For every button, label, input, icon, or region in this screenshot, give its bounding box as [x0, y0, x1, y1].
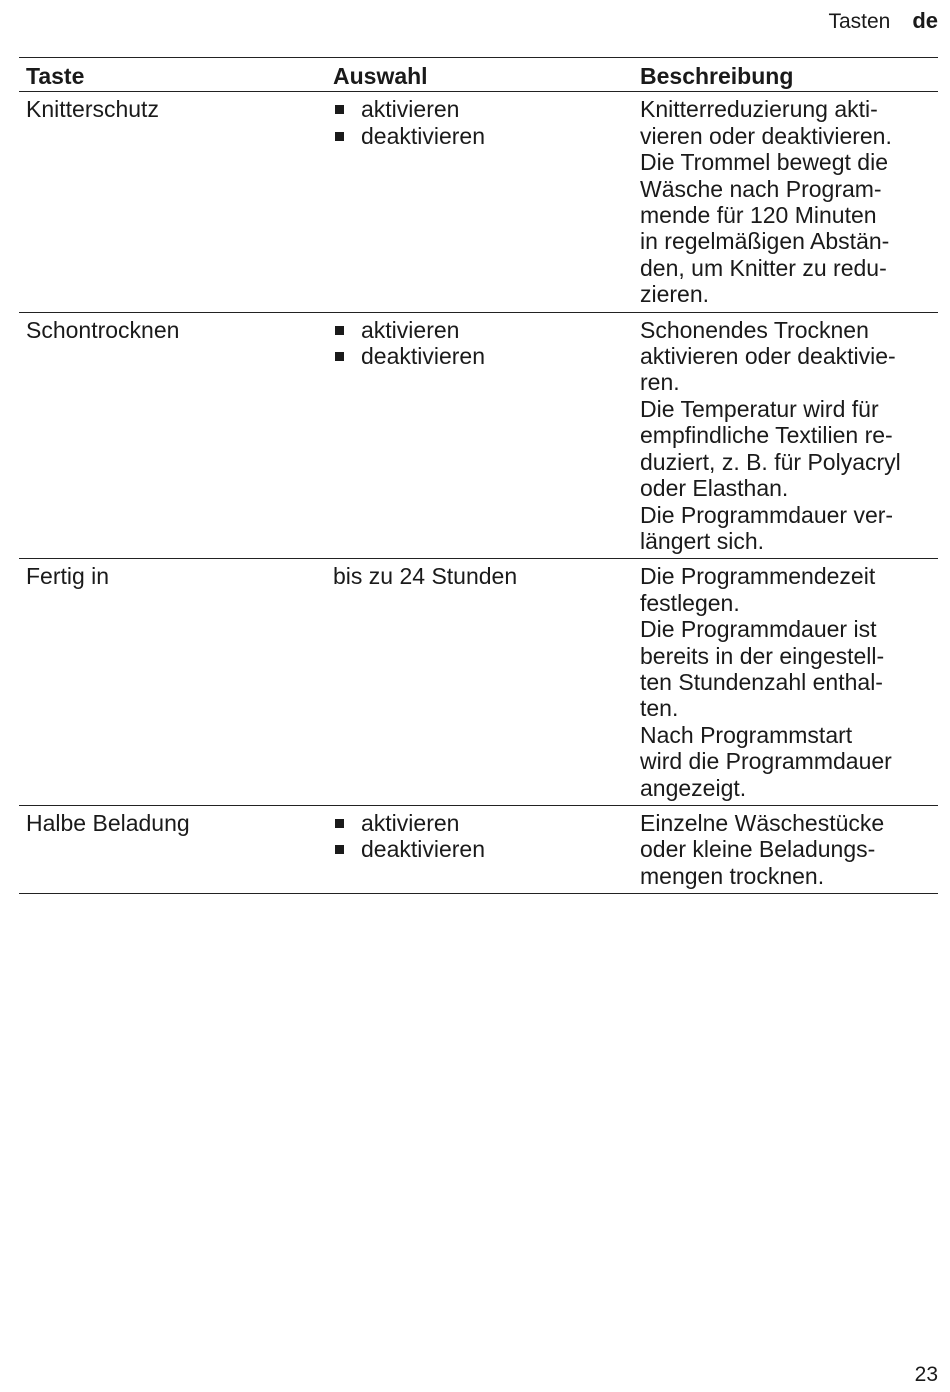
square-bullet-icon [335, 132, 344, 141]
description-line: Nach Programmstart [640, 721, 853, 748]
running-header [828, 8, 938, 34]
description-line: ren. [640, 369, 680, 396]
option-item [333, 810, 633, 836]
beschreibung-cell [633, 805, 938, 893]
description-line: bereits in der eingestell- [640, 642, 885, 669]
square-bullet-icon [335, 105, 344, 114]
option-label: aktivieren [361, 809, 460, 836]
option-item [333, 317, 633, 343]
description-line: Die Trommel bewegt die [640, 149, 888, 176]
taste-cell: Knitterschutz [26, 96, 159, 123]
description-line: Wäsche nach Program- [640, 175, 882, 202]
page-number: 23 [914, 1363, 938, 1386]
beschreibung-cell [633, 559, 938, 806]
description-line: ten. [640, 695, 679, 722]
square-bullet-icon [335, 845, 344, 854]
auswahl-cell: bis zu 24 Stunden [333, 563, 518, 590]
auswahl-cell [326, 312, 633, 559]
column-header-taste: Taste [26, 63, 85, 89]
taste-cell: Halbe Beladung [26, 809, 190, 836]
description-line: Knitterreduzierung akti- [640, 96, 878, 123]
description-line: Die Programmdauer ver- [640, 501, 894, 528]
option-label: aktivieren [361, 96, 460, 123]
table-row [19, 312, 938, 559]
description-line: festlegen. [640, 589, 740, 616]
beschreibung-cell [633, 92, 938, 312]
option-label: deaktivieren [361, 343, 486, 370]
taste-cell: Schontrocknen [26, 316, 180, 343]
button-function-table [19, 57, 938, 894]
taste-cell: Fertig in [26, 563, 110, 590]
description-line: aktivieren oder deaktivie- [640, 343, 896, 370]
option-item [333, 96, 633, 122]
square-bullet-icon [335, 326, 344, 335]
description-line: wird die Programmdauer [640, 748, 892, 775]
description-line: den, um Knitter zu redu- [640, 254, 887, 281]
description-line: mende für 120 Minuten [640, 202, 877, 229]
auswahl-cell [326, 805, 633, 893]
column-header-beschreibung: Beschreibung [640, 63, 794, 89]
description-line: längert sich. [640, 527, 765, 554]
description-line: mengen trocknen. [640, 862, 825, 889]
auswahl-cell [326, 92, 633, 312]
beschreibung-cell [633, 312, 938, 559]
square-bullet-icon [335, 352, 344, 361]
description-line: empfindliche Textilien re- [640, 422, 893, 449]
description-line: in regelmäßigen Abstän- [640, 228, 890, 255]
column-header-auswahl: Auswahl [333, 63, 428, 89]
description-line: ten Stundenzahl enthal- [640, 668, 883, 695]
table-row [19, 559, 938, 806]
option-item [333, 343, 633, 369]
description-line: oder kleine Beladungs- [640, 836, 876, 863]
description-line: Schonendes Trocknen [640, 316, 869, 343]
table-header-row [19, 58, 938, 92]
option-item [333, 123, 633, 149]
description-line: Einzelne Wäschestücke [640, 809, 885, 836]
table-row [19, 92, 938, 312]
description-line: Die Programmdauer ist [640, 616, 877, 643]
description-line: vieren oder deaktivieren. [640, 122, 892, 149]
language-code: de [912, 8, 938, 33]
option-label: deaktivieren [361, 122, 486, 149]
description-line: Die Programmendezeit [640, 563, 876, 590]
table-row [19, 805, 938, 893]
description-line: Die Temperatur wird für [640, 395, 879, 422]
description-line: angezeigt. [640, 774, 747, 801]
square-bullet-icon [335, 819, 344, 828]
option-item [333, 836, 633, 862]
description-line: oder Elasthan. [640, 475, 789, 502]
option-label: aktivieren [361, 316, 460, 343]
description-line: duziert, z. B. für Polyacryl [640, 448, 901, 475]
description-line: zieren. [640, 281, 710, 308]
section-title: Tasten [828, 10, 891, 33]
option-label: deaktivieren [361, 836, 486, 863]
